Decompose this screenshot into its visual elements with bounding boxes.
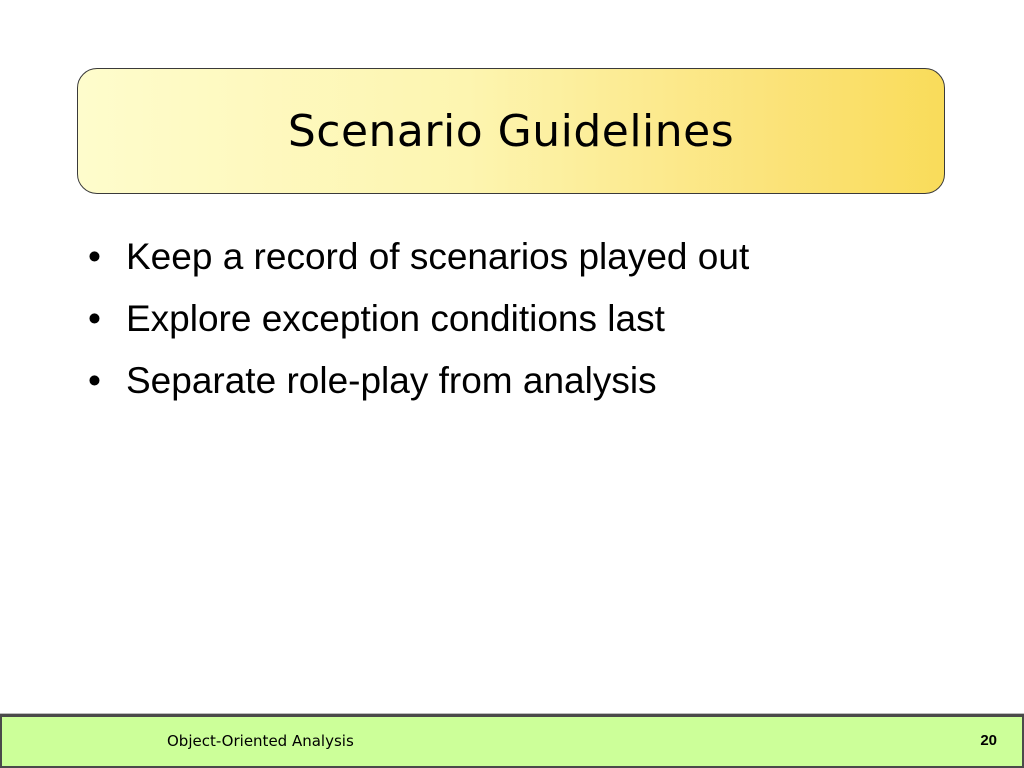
slide-title: Scenario Guidelines bbox=[287, 105, 735, 157]
title-banner bbox=[77, 68, 945, 194]
page-number: 20 bbox=[980, 732, 997, 749]
bullet-item bbox=[88, 352, 749, 414]
footer-bar bbox=[0, 714, 1024, 768]
footer-title: Object-Oriented Analysis bbox=[167, 732, 354, 750]
bullet-marker: • bbox=[88, 298, 101, 339]
bullet-item bbox=[88, 228, 749, 290]
bullet-list bbox=[88, 228, 749, 414]
bullet-text: Explore exception conditions last bbox=[126, 298, 665, 339]
bullet-text: Separate role-play from analysis bbox=[126, 360, 657, 401]
bullet-marker: • bbox=[88, 360, 101, 401]
bullet-text: Keep a record of scenarios played out bbox=[126, 236, 750, 277]
bullet-item bbox=[88, 290, 749, 352]
bullet-marker: • bbox=[88, 236, 101, 277]
